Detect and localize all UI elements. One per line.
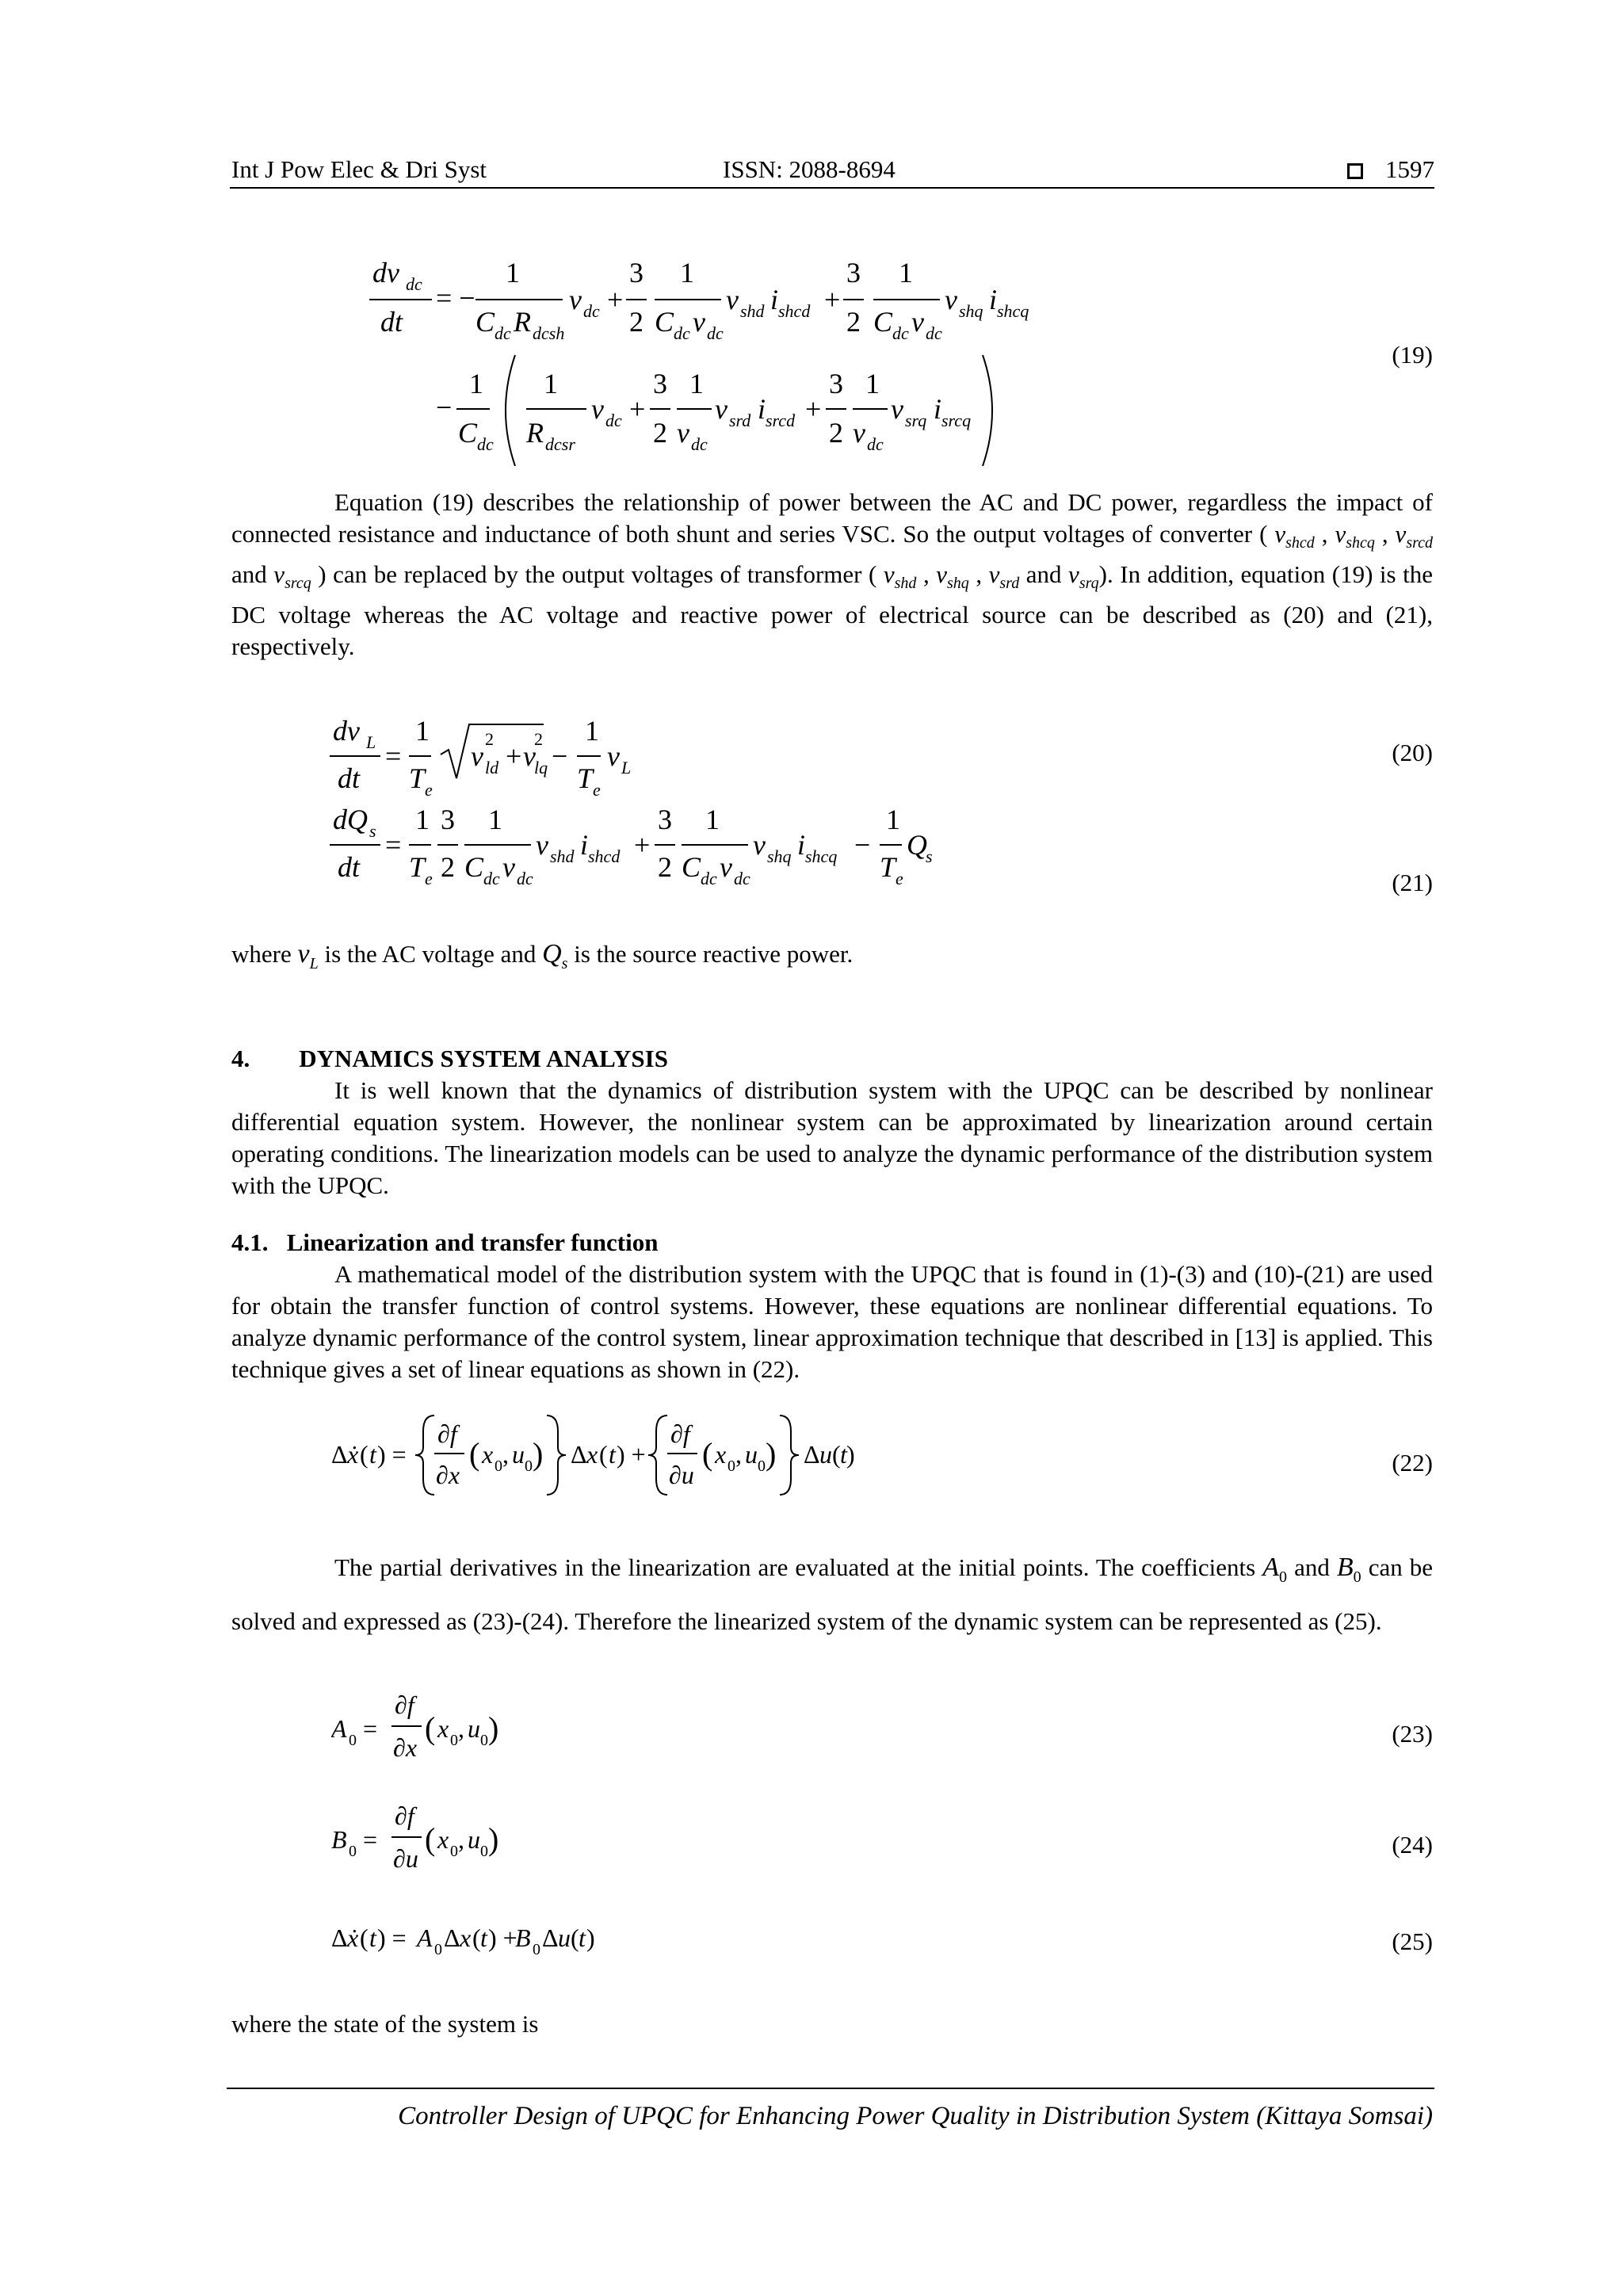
svg-text:dc: dc bbox=[734, 869, 750, 888]
svg-text:=: = bbox=[363, 1825, 378, 1854]
svg-text:u: u bbox=[745, 1440, 758, 1469]
svg-text:shq: shq bbox=[959, 301, 983, 321]
svg-text:t: t bbox=[609, 1440, 616, 1469]
svg-text:(: ( bbox=[599, 1440, 608, 1469]
svg-text:2: 2 bbox=[534, 729, 543, 749]
svg-text:0: 0 bbox=[480, 1732, 488, 1749]
svg-text:C: C bbox=[464, 851, 484, 883]
svg-text:i: i bbox=[934, 393, 942, 425]
svg-text:1: 1 bbox=[680, 257, 694, 288]
svg-text:1: 1 bbox=[886, 804, 900, 835]
svg-text:+: + bbox=[805, 393, 822, 425]
svg-text:x: x bbox=[715, 1440, 727, 1469]
svg-text:A: A bbox=[417, 1924, 433, 1952]
svg-text:T: T bbox=[577, 762, 594, 794]
svg-text:L: L bbox=[621, 758, 632, 777]
where1-c: is the source reactive power. bbox=[574, 940, 854, 968]
svg-text:−: − bbox=[854, 829, 871, 861]
svg-text:ld: ld bbox=[485, 758, 499, 777]
svg-text:x: x bbox=[437, 1714, 449, 1743]
svg-text:dc: dc bbox=[707, 323, 724, 343]
svg-text:) =: ) = bbox=[377, 1924, 407, 1952]
svg-text:,: , bbox=[458, 1714, 464, 1743]
svg-text:x: x bbox=[482, 1440, 494, 1469]
where-line-1: where $v_L$ is the AC voltage and $Q_s$ is the source reactive power. bbox=[231, 939, 854, 972]
svg-text:dcsh: dcsh bbox=[533, 323, 565, 343]
svg-text:dQ: dQ bbox=[333, 804, 368, 835]
svg-text:s: s bbox=[369, 821, 376, 841]
svg-text:v: v bbox=[536, 829, 548, 861]
partial-derivatives-paragraph: The partial derivatives in the linearization are evaluated at the initial points. The coefficients $A_0$ and $B_0$ can be solved and expressed as (23)-(24). Therefore the linearized system of the dynamic system can be represented as (25). bbox=[231, 1553, 1434, 1635]
svg-text:) +: ) + bbox=[617, 1440, 646, 1469]
svg-text:∂x: ∂x bbox=[436, 1461, 460, 1489]
svg-text:dc: dc bbox=[691, 434, 708, 454]
svg-text:1: 1 bbox=[865, 368, 880, 399]
subsection-paragraph: A mathematical model of the distribution system with the UPQC that is found in (1)-(3) and (10)-(21) are used for obtain the transfer function of control systems. However, these equations are nonlinear differential equations. To analyze dynamic performance of the control system, linear approximation technique that described in [13] is applied. This technique gives a set of linear equations as shown in (22). bbox=[231, 1260, 1433, 1383]
svg-text:): ) bbox=[488, 1710, 499, 1746]
svg-text:srcd: srcd bbox=[766, 411, 796, 430]
svg-text:∂u: ∂u bbox=[393, 1844, 418, 1873]
svg-text:∂f: ∂f bbox=[437, 1419, 457, 1448]
equation-25 bbox=[331, 1915, 617, 1962]
svg-text:1: 1 bbox=[488, 804, 502, 835]
svg-text:Δ: Δ bbox=[444, 1924, 460, 1952]
svg-text:v: v bbox=[591, 393, 604, 425]
svg-text:∂f: ∂f bbox=[395, 1690, 414, 1719]
equation-22 bbox=[331, 1408, 854, 1503]
svg-text:ẋ: ẋ bbox=[347, 1440, 359, 1469]
svg-text:srcq: srcq bbox=[941, 411, 972, 430]
svg-text:Δ: Δ bbox=[804, 1440, 820, 1469]
svg-text:−: − bbox=[552, 740, 568, 772]
svg-text:(: ( bbox=[832, 1440, 841, 1469]
footer-rule bbox=[227, 2088, 1434, 2089]
svg-text:i: i bbox=[989, 284, 998, 315]
box-icon bbox=[1347, 155, 1363, 184]
svg-text:ẋ: ẋ bbox=[347, 1924, 359, 1952]
svg-text:dc: dc bbox=[892, 323, 909, 343]
svg-text:∂x: ∂x bbox=[393, 1733, 418, 1762]
where1-b: is the AC voltage and bbox=[324, 940, 537, 968]
svg-text:,: , bbox=[458, 1825, 464, 1854]
svg-text:C: C bbox=[873, 306, 893, 338]
svg-text:Δ: Δ bbox=[571, 1440, 587, 1469]
svg-text:Q: Q bbox=[907, 829, 927, 861]
svg-text:= −: = − bbox=[436, 282, 475, 314]
svg-text:3: 3 bbox=[658, 804, 672, 835]
svg-text:∂f: ∂f bbox=[670, 1419, 690, 1448]
svg-text:srd: srd bbox=[729, 411, 751, 430]
p1-text-a: Equation (19) describes the relationship of power between the AC and DC power, regardless the impact of connected resistance and inductance of both shunt and series VSC. So the output voltages of converter ( bbox=[231, 488, 1433, 548]
eq-number-22: (22) bbox=[1392, 1449, 1433, 1477]
equation-24 bbox=[331, 1796, 537, 1883]
svg-text:dt: dt bbox=[338, 762, 361, 794]
svg-text:) =: ) = bbox=[377, 1440, 407, 1469]
svg-text:s: s bbox=[926, 846, 932, 866]
svg-text:2: 2 bbox=[653, 417, 667, 449]
svg-text:(: ( bbox=[425, 1821, 436, 1857]
equation-20-21 bbox=[330, 713, 932, 896]
section-heading: 4. DYNAMICS SYSTEM ANALYSIS bbox=[231, 1045, 668, 1072]
svg-text:e: e bbox=[425, 780, 433, 800]
page-number: 1597 bbox=[1385, 155, 1434, 183]
svg-text:): ) bbox=[846, 1440, 854, 1469]
issn: ISSN: 2088-8694 bbox=[723, 155, 896, 183]
svg-text:dv: dv bbox=[333, 715, 360, 747]
svg-text:0: 0 bbox=[450, 1732, 458, 1749]
svg-text:∂f: ∂f bbox=[395, 1801, 414, 1830]
svg-text:+: + bbox=[506, 740, 522, 772]
svg-text:v: v bbox=[720, 851, 732, 883]
svg-text:T: T bbox=[409, 762, 426, 794]
svg-text:dc: dc bbox=[517, 869, 533, 888]
svg-text:,: , bbox=[502, 1440, 509, 1469]
svg-text:C: C bbox=[475, 306, 495, 338]
svg-text:shd: shd bbox=[740, 301, 765, 321]
state-line: where the state of the system is bbox=[231, 2010, 539, 2038]
svg-text:v: v bbox=[523, 740, 536, 772]
svg-text:) +: ) + bbox=[488, 1924, 517, 1952]
svg-text:(: ( bbox=[702, 1436, 713, 1472]
svg-text:e: e bbox=[425, 869, 433, 888]
svg-text:v: v bbox=[891, 393, 903, 425]
svg-text:t: t bbox=[369, 1440, 376, 1469]
svg-text:L: L bbox=[366, 732, 376, 752]
svg-text:i: i bbox=[580, 829, 589, 861]
svg-text:): ) bbox=[586, 1924, 595, 1952]
eq-number-19: (19) bbox=[1392, 341, 1433, 369]
svg-text:+: + bbox=[607, 284, 624, 315]
svg-text:3: 3 bbox=[653, 368, 667, 399]
svg-text:x: x bbox=[586, 1440, 598, 1469]
svg-text:A: A bbox=[331, 1714, 347, 1743]
header-rule bbox=[230, 187, 1434, 189]
svg-text:srq: srq bbox=[905, 411, 927, 430]
svg-text:3: 3 bbox=[846, 257, 861, 288]
svg-text:=: = bbox=[385, 740, 402, 772]
svg-text:2: 2 bbox=[629, 306, 643, 338]
svg-text:2: 2 bbox=[846, 306, 861, 338]
svg-text:dc: dc bbox=[867, 434, 884, 454]
svg-text:v: v bbox=[911, 306, 924, 338]
svg-text:dt: dt bbox=[338, 851, 361, 883]
svg-text:): ) bbox=[488, 1821, 499, 1857]
svg-text:v: v bbox=[693, 306, 705, 338]
svg-text:0: 0 bbox=[495, 1457, 502, 1475]
svg-text:2: 2 bbox=[829, 417, 843, 449]
svg-text:0: 0 bbox=[434, 1941, 442, 1958]
p1-text-d: ). In addition, equation (19) is the DC voltage whereas the AC voltage and reactive power of electrical source can be described as (20) and (21), respectively. bbox=[231, 560, 1434, 661]
svg-text:dc: dc bbox=[477, 434, 494, 454]
eq-number-23: (23) bbox=[1392, 1720, 1433, 1748]
svg-text:1: 1 bbox=[899, 257, 913, 288]
p1-and-1: and bbox=[231, 560, 267, 589]
svg-text:v: v bbox=[853, 417, 865, 449]
svg-text:v: v bbox=[471, 740, 483, 772]
svg-text:2: 2 bbox=[658, 851, 672, 883]
svg-text:1: 1 bbox=[415, 804, 430, 835]
partial-c: can be solved and expressed as (23)-(24). Therefore the linearized system of the dynamic system can be represented as (25). bbox=[231, 1553, 1434, 1635]
svg-text:1: 1 bbox=[469, 368, 483, 399]
svg-text:u: u bbox=[512, 1440, 525, 1469]
svg-text:): ) bbox=[533, 1436, 544, 1472]
svg-text:1: 1 bbox=[544, 368, 558, 399]
svg-text:0: 0 bbox=[480, 1843, 488, 1860]
partial-a: The partial derivatives in the linearization are evaluated at the initial points. The coefficients bbox=[334, 1553, 1256, 1581]
svg-text:u: u bbox=[819, 1440, 832, 1469]
svg-text:dc: dc bbox=[674, 323, 690, 343]
svg-text:T: T bbox=[409, 851, 426, 883]
svg-text:i: i bbox=[758, 393, 766, 425]
svg-text:x: x bbox=[437, 1825, 449, 1854]
svg-text:u: u bbox=[468, 1714, 480, 1743]
eq-number-25: (25) bbox=[1392, 1927, 1433, 1955]
svg-text:Δ: Δ bbox=[331, 1924, 348, 1952]
svg-text:t: t bbox=[369, 1924, 376, 1952]
svg-text:B: B bbox=[515, 1924, 531, 1952]
svg-text:i: i bbox=[770, 284, 779, 315]
svg-text:t: t bbox=[579, 1924, 586, 1952]
svg-text:T: T bbox=[880, 851, 896, 883]
svg-text:dc: dc bbox=[701, 869, 717, 888]
svg-text:0: 0 bbox=[349, 1732, 357, 1749]
svg-text:2: 2 bbox=[485, 729, 494, 749]
svg-text:(: ( bbox=[360, 1924, 369, 1952]
svg-text:v: v bbox=[753, 829, 766, 861]
svg-text:C: C bbox=[458, 417, 478, 449]
svg-text:e: e bbox=[896, 869, 903, 888]
svg-text:1: 1 bbox=[506, 257, 520, 288]
svg-text:dc: dc bbox=[483, 869, 500, 888]
svg-text:dv: dv bbox=[372, 257, 399, 288]
svg-text:dcsr: dcsr bbox=[545, 434, 575, 454]
svg-text:shcq: shcq bbox=[997, 301, 1029, 321]
svg-text:(: ( bbox=[472, 1924, 481, 1952]
eq-number-20: (20) bbox=[1392, 739, 1433, 766]
journal-name: Int J Pow Elec & Dri Syst bbox=[231, 155, 487, 183]
svg-text:3: 3 bbox=[441, 804, 455, 835]
eq-number-24: (24) bbox=[1392, 1831, 1433, 1859]
svg-text:dc: dc bbox=[495, 323, 511, 343]
svg-text:1: 1 bbox=[415, 715, 430, 747]
svg-text:(: ( bbox=[469, 1436, 480, 1472]
svg-text:i: i bbox=[797, 829, 806, 861]
svg-text:0: 0 bbox=[727, 1457, 735, 1475]
svg-text:dc: dc bbox=[583, 301, 600, 321]
equation-19 bbox=[357, 252, 1070, 466]
svg-text:0: 0 bbox=[525, 1457, 533, 1475]
svg-text:(: ( bbox=[360, 1440, 369, 1469]
subsection-heading: 4.1. Linearization and transfer function bbox=[231, 1228, 659, 1256]
svg-text:dc: dc bbox=[926, 323, 942, 343]
svg-text:Δ: Δ bbox=[542, 1924, 559, 1952]
svg-text:R: R bbox=[514, 306, 531, 338]
svg-text:shcq: shcq bbox=[805, 846, 838, 866]
svg-text:v: v bbox=[569, 284, 582, 315]
svg-text:C: C bbox=[655, 306, 674, 338]
svg-text:shcd: shcd bbox=[778, 301, 811, 321]
svg-text:C: C bbox=[682, 851, 701, 883]
svg-text:+: + bbox=[629, 393, 646, 425]
svg-text:=: = bbox=[363, 1714, 378, 1743]
svg-text:1: 1 bbox=[705, 804, 720, 835]
svg-text:dt: dt bbox=[380, 306, 403, 338]
svg-text:v: v bbox=[726, 284, 739, 315]
svg-text:0: 0 bbox=[758, 1457, 766, 1475]
eq-number-21: (21) bbox=[1392, 869, 1433, 896]
svg-text:Δ: Δ bbox=[331, 1440, 348, 1469]
svg-text:0: 0 bbox=[533, 1941, 540, 1958]
svg-text:v: v bbox=[677, 417, 689, 449]
svg-text:R: R bbox=[526, 417, 544, 449]
p1-text-b: ) can be replaced by the output voltages of transformer ( bbox=[318, 560, 877, 589]
svg-text:t: t bbox=[840, 1440, 847, 1469]
svg-text:v: v bbox=[945, 284, 957, 315]
paragraph-eq19-description: Equation (19) describes the relationship of power between the AC and DC power, regardless the impact of connected resistance and inductance of both shunt and series VSC. So the output voltages of converter ( $v_{shcd}$ , $v_{shcq}$ , $v_{srcd}$ and $v_{srcq}$ ) can be replaced by the output voltages of transformer ( $v_{shd}$ , $v_{shq}$ , $v_{srd}$ and $v_{srq}$). In addition, equation (19) is the DC voltage whereas the AC voltage and reactive power of electrical source can be described as (20) and (21), respectively. bbox=[231, 488, 1434, 661]
svg-text:=: = bbox=[385, 829, 402, 861]
svg-text:−: − bbox=[436, 392, 453, 423]
svg-text:u: u bbox=[558, 1924, 571, 1952]
p1-and-2: and bbox=[1025, 560, 1062, 589]
section-paragraph: It is well known that the dynamics of distribution system with the UPQC can be described by nonlinear differential equation system. However, the nonlinear system can be approximated by linearization around certain operating conditions. The linearization models can be used to analyze the dynamic performance of the distribution system with the UPQC. bbox=[231, 1076, 1433, 1199]
svg-text:v: v bbox=[715, 393, 727, 425]
equation-23 bbox=[331, 1685, 537, 1772]
svg-text:lq: lq bbox=[534, 758, 548, 777]
svg-text:0: 0 bbox=[450, 1843, 458, 1860]
svg-text:1: 1 bbox=[689, 368, 704, 399]
svg-text:0: 0 bbox=[349, 1843, 357, 1860]
svg-text:,: , bbox=[735, 1440, 742, 1469]
svg-text:): ) bbox=[766, 1436, 777, 1472]
svg-text:B: B bbox=[331, 1825, 347, 1854]
svg-text:v: v bbox=[607, 740, 620, 772]
svg-text:(: ( bbox=[425, 1710, 436, 1746]
svg-text:+: + bbox=[634, 829, 651, 861]
svg-text:+: + bbox=[824, 284, 841, 315]
svg-text:shcd: shcd bbox=[588, 846, 621, 866]
svg-text:dc: dc bbox=[406, 274, 422, 294]
svg-text:2: 2 bbox=[441, 851, 455, 883]
svg-text:dc: dc bbox=[605, 411, 622, 430]
footer-title: Controller Design of UPQC for Enhancing Power Quality in Distribution System (Kittaya Somsai) bbox=[398, 2102, 1433, 2130]
svg-text:e: e bbox=[593, 780, 601, 800]
partial-b: and bbox=[1294, 1553, 1330, 1581]
where1-a: where bbox=[231, 940, 292, 968]
svg-text:t: t bbox=[480, 1924, 487, 1952]
svg-text:1: 1 bbox=[585, 715, 599, 747]
svg-text:∂u: ∂u bbox=[669, 1461, 694, 1489]
svg-text:3: 3 bbox=[629, 257, 643, 288]
svg-text:x: x bbox=[460, 1924, 472, 1952]
svg-text:v: v bbox=[502, 851, 515, 883]
svg-text:(: ( bbox=[571, 1924, 579, 1952]
svg-text:3: 3 bbox=[829, 368, 843, 399]
svg-text:u: u bbox=[468, 1825, 480, 1854]
svg-text:shq: shq bbox=[767, 846, 792, 866]
svg-text:shd: shd bbox=[550, 846, 575, 866]
